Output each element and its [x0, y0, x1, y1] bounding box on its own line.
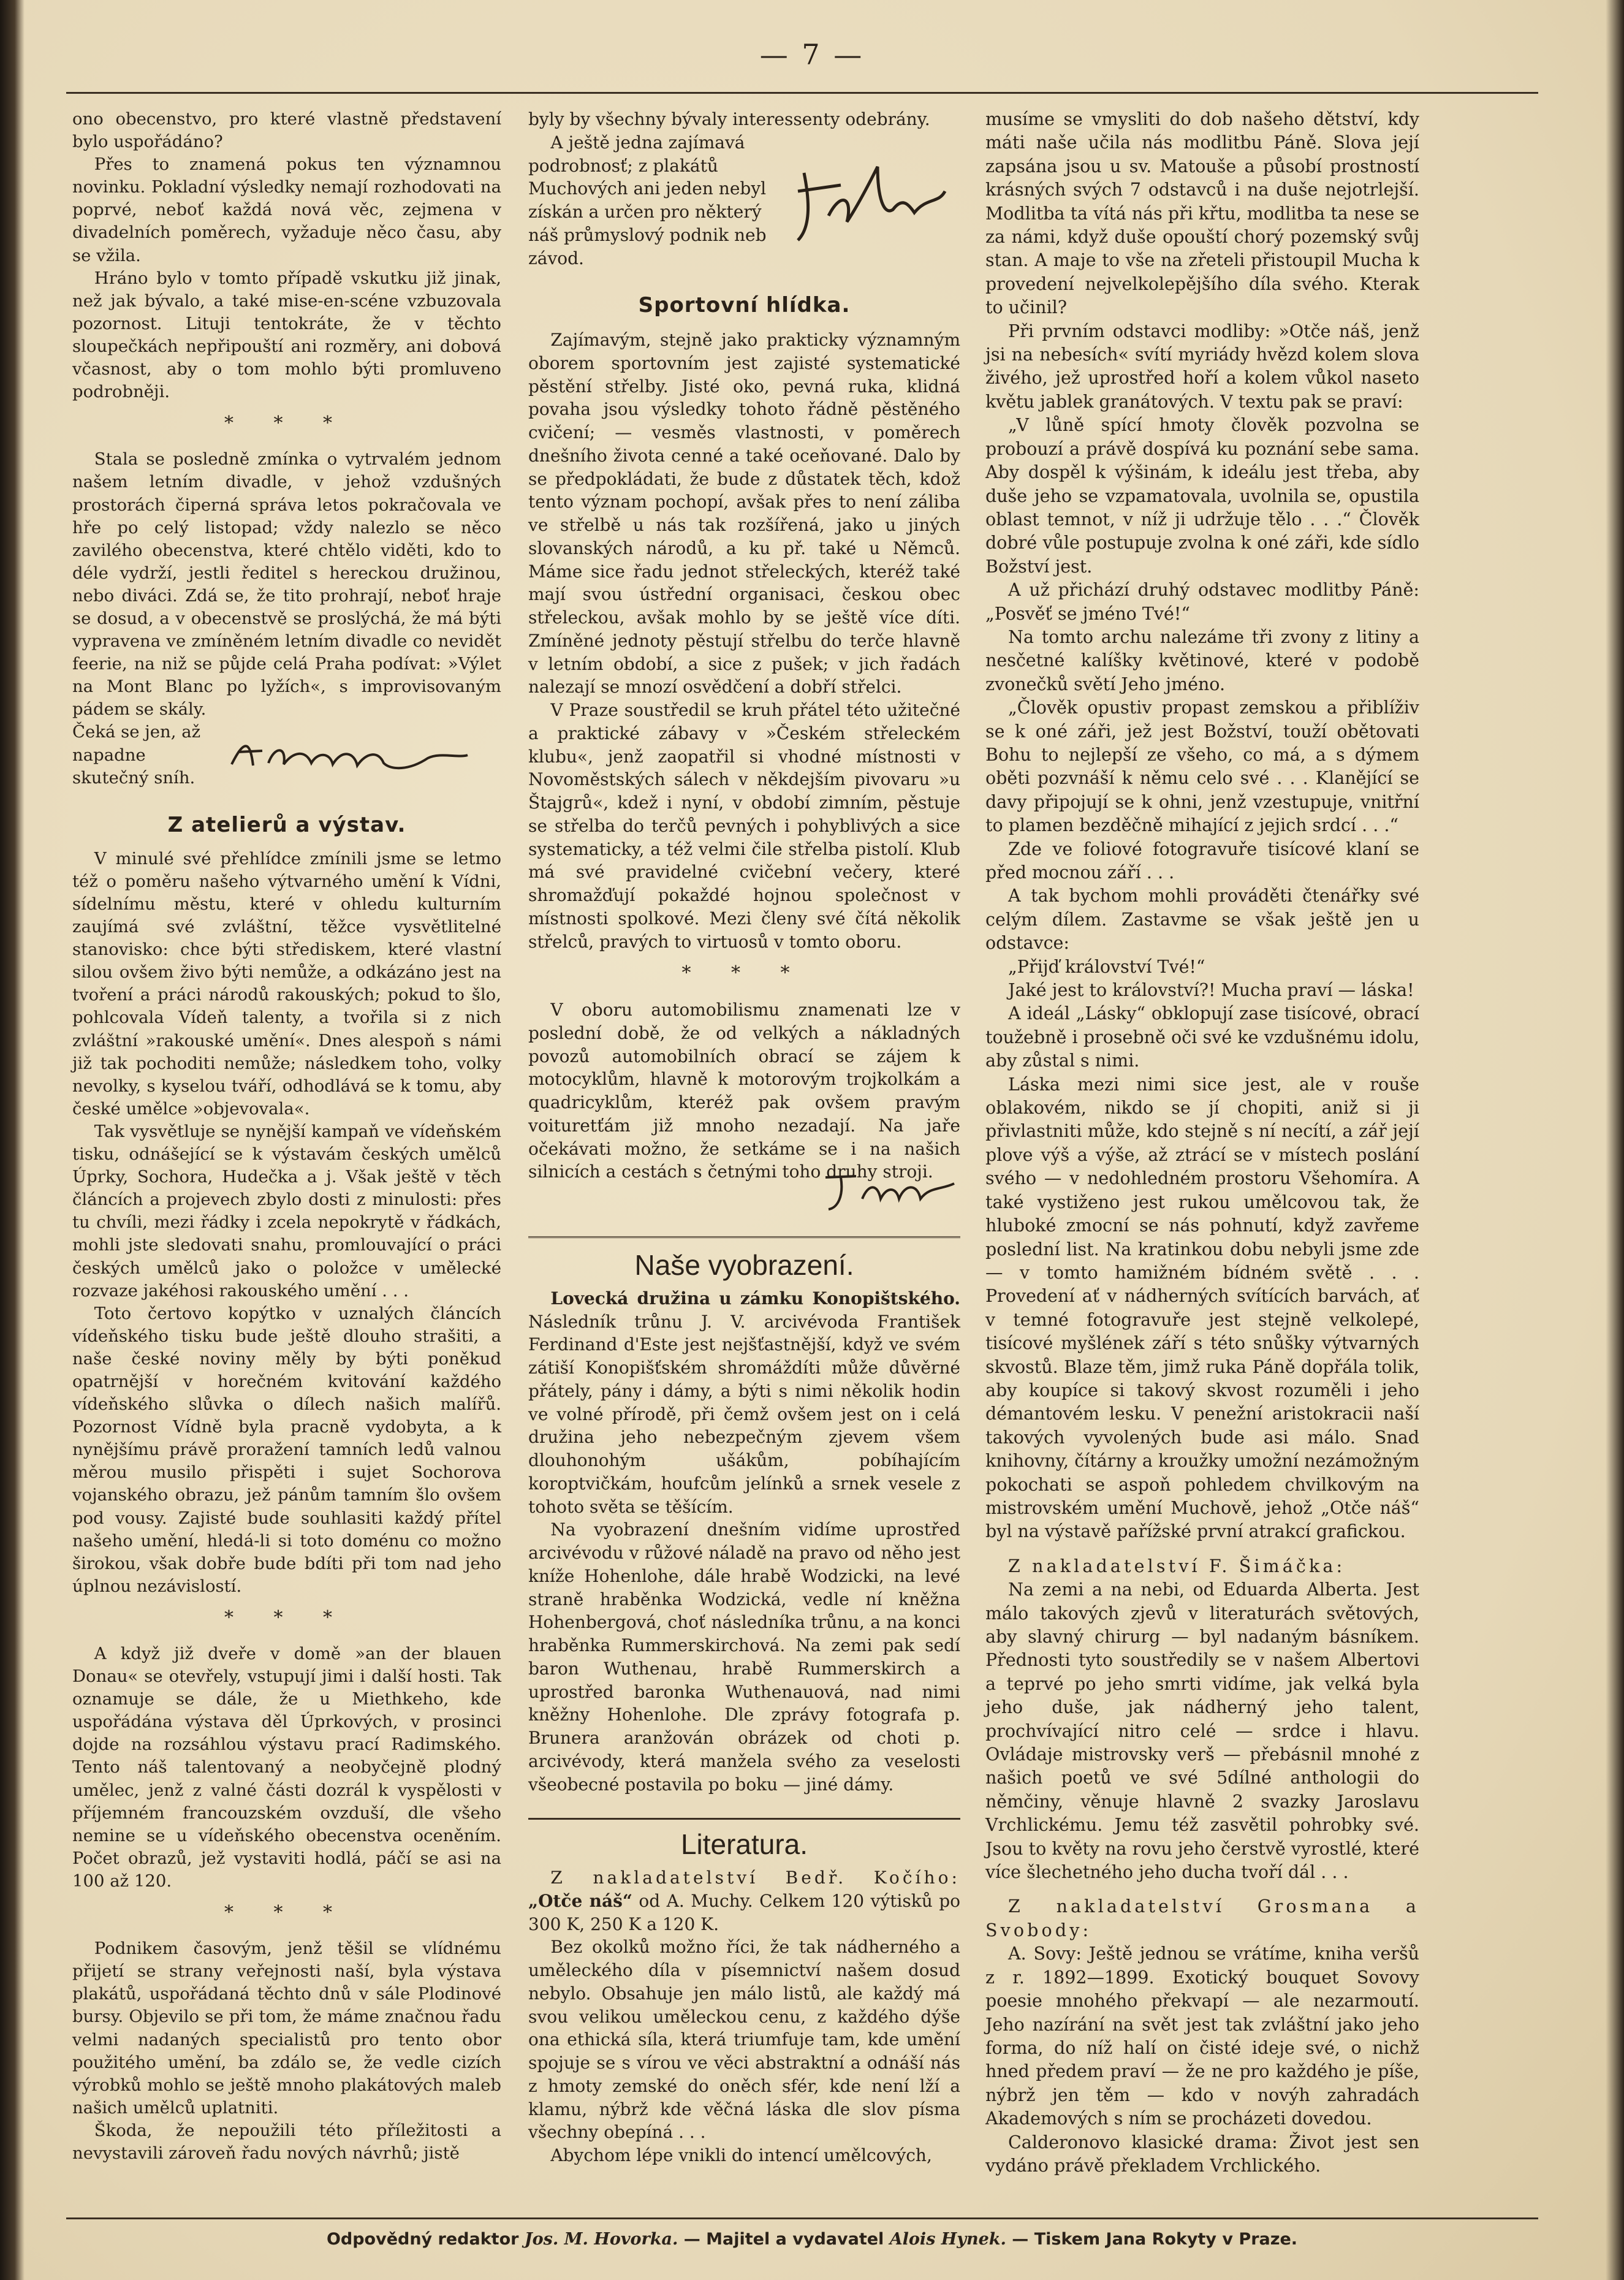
paragraph: A. Sovy: Ještě jednou se vrátíme, kniha veršů z r. 1892—1899. Exotický bouquet Sovovy poesie mnohého překvapí — ale nezarmoutí. Jeho nazírání na svět jest tak zvláštní jako jeho forma, do níž halí on čisté ideje své, o nichž hned předem praví — že ne pro každého je píše, nýbrž jen těm — kdo v novýh zahradách Akademových s ním se procházeti dovedou. [985, 1944, 1419, 2129]
header-rule [66, 92, 1538, 94]
paragraph: Zajímavým, stejně jako prakticky významným oborem sportovním jest zajisté systematické pěstění střelby. Jisté oko, pevná ruka, klidná povaha jsou výsledky tohoto řádně pěstěného cvičení; — vesměs vlastnosti, v poměrech dnešního života cenné a také oceňované. Dalo by se předpokládati, že bude z důstatek těch, kdož tento význam pochopí, avšak přes to není záliba ve střelbě u nás tak rozšířená, jako u jiných slovanských národů, a ku př. také u Němců. Máme sice řadu jednot střeleckých, kteréž také mají svou ústřední organisaci, českou obec střeleckou, avšak mohlo by se ještě více díti. Zmíněné jednoty pěstují střelbu do terče hlavně v letním období, a sice z pušek; v jich řadách nalezají se mnozí osvědčení a dobří střelci. [528, 330, 960, 697]
paragraph: Tak vysvětluje se nynější kampaň ve vídeňském tisku, odnášející se k výstavám českých umělců Úprky, Sochora, Hudečka a j. Však ještě v těch článcích a projevech zbylo dosti z minulosti: přes tu chvíli, mezi řádky i zcela nepokrytě v řádkách, mohli jste sledovati snahu, promlouvající o práci českých umělců jako o položce v umělecké rozvaze jakéhosi rakouského umění . . . [72, 1121, 501, 1301]
book-details: od A. Muchy. Celkem 120 výtisků po 300 K, 250 K a 120 K. [528, 1890, 960, 1934]
section-stars: * * * [224, 1902, 350, 1924]
paragraph: Na vyobrazení dnešním vidíme uprostřed arcivévodu v růžové náladě na pravo od něho jest kníže Hohenlohe, dále hrabě Wodzicki, na levé straně hraběnka Wodzická, vedle ní kněžna Hohenbergová, choť následníka trůnu, a na konci hraběnka Rummerskirchová. Na zemi pak sedí baron Wuthenau, hrabě Rummerskirch a uprostřed baronka Wuthenauová, nad nimi kněžny Hohenlohe. Dle zprávy fotografa p. Brunera aranžován obrázek od choti p. arcivévody, která manžela svého za veselosti všeobecné postavila po boku — jiné dámy. [528, 1519, 960, 1795]
paragraph: Calderonovo klasické drama: Život jest sen vydáno právě překladem Vrchlického. [985, 2132, 1419, 2176]
column-3 [985, 108, 1419, 2178]
footer-rule [66, 2217, 1538, 2219]
page-number: — 7 — [759, 38, 865, 71]
paragraph: A ideál „Lásky“ obklopují zase tisícové, obrací toužebně i prosebně oči své ke vzdušnému idolu, aby zůstal s nimi. [985, 1003, 1419, 1071]
section-stars: * * * [224, 1606, 350, 1628]
footer-text: — Tiskem Jana Rokyty v Praze. [1006, 2230, 1298, 2249]
signature-kazimir [226, 728, 471, 783]
paragraph: Škoda, že nepoužili této příležitosti a nevystavili zároveň řadu nových návrhů; jistě [72, 2120, 501, 2163]
divider [528, 1236, 960, 1241]
section-heading-literatura: Literatura. [680, 1828, 808, 1861]
footer-text: — Majitel a vydavatel [678, 2230, 890, 2249]
paragraph [528, 1287, 960, 1519]
paragraph: musíme se vmysliti do dob našeho dětství, kdy máti naše učila nás modlitbu Páně. Slova její zapsána jsou u sv. Matouše a působí prostností krásných svých 7 odstavců i na duše nejotrlejší. Modlitba ta vítá nás při křtu, modlitba ta nese se za námi, když duše opouští chorý pozemský svůj stan. A maje to vše na zřeteli přistoupil Mucha k provedení nejvelkolepějšího díla svého. Kterak to učinil? [985, 109, 1419, 318]
paragraph: Podnikem časovým, jenž těšil se vlídnému přijetí se strany veřejnosti naší, byla výstava plakátů, uspořádaná těchto dnů v sále Plodinové bursy. Objevilo se při tom, že máme značnou řadu velmi nadaných specialistů pro tento obor použitého umění, ba zdálo se, že vedle cizích výrobků mohlo se ještě mnoho plakátových maleb našich umělců uplatniti. [72, 1939, 501, 2118]
section-heading-sport: Sportovní hlídka. [638, 293, 851, 318]
paragraph [528, 1866, 960, 1936]
paragraph: V oboru automobilismu znamenati lze v poslední době, že od velkých a nákladných povozů automobilních obrací se zájem k motocyklům, hlavně k motorovým trojkolkám a quadricyklům, kteréž pak ovšem pravým voituretťám již mnoho nezadají. Na jaře očekávati možno, že setkáme se i na našich silnicích a cestách s četnými toho druhy stroji. [528, 1000, 960, 1182]
paragraph: „Přijď království Tvé!“ [1008, 956, 1205, 977]
divider [528, 1818, 960, 1820]
section-stars: * * * [681, 962, 807, 984]
column-2 [528, 108, 960, 2167]
editor-name: Jos. M. Hovorka. [524, 2230, 678, 2249]
paragraph: V Praze soustředil se kruh přátel této užitečné a praktické zábavy v »Českém střeleckém klubu«, jenž zaopatřil si vhodné místnosti v Novoměstských sálech v někdejším pivovaru »u Štajgrů«, kdež i nyní, v období zimním, pěstuje se střelba do terčů pevných i pohyblivých a sice systematicky, a též velmi čile střelba pistolí. Klub má své pravidelné cvičební večery, které shromažďují pokaždé hojnou společnost v místnosti spolkové. Mezi členy své čítá několik střelců, pravých to virtuosů v tomto oboru. [528, 700, 960, 952]
paragraph: A tak bychom mohli prováděti čtenářky své celým dílem. Zastavme se však ještě jen u odstavce: [985, 886, 1419, 954]
publisher-line: Z nakladatelství F. Šimáčka: [1008, 1556, 1346, 1576]
binding-edge [0, 0, 25, 2280]
book-title: „Otče náš“ [528, 1890, 632, 1911]
paragraph: A když již dveře v domě »an der blauen Donau« se otevřely, vstupují jimi i další hosti. Tak oznamuje se dále, že u Miethkeho, kde uspořádána výstava děl Úprkových, v prosinci dojde na rozsáhlou výstavu prací Radimského. Tento náš talentovaný a neobyčejně plodný umělec, jenž z valné části dozrál k vyspělosti v příjemném francouzském ovzduší, dle všeho nemine se u vídeňského obecenstva oceněním. Počet obrazů, jež vystaviti hodlá, páčí se asi na 100 až 120. [72, 1644, 501, 1891]
signature-row [72, 721, 501, 789]
imprint-footer [0, 2230, 1624, 2249]
paragraph: Zde ve foliové fotogravuře tisícové klaní se před mocnou září . . . [985, 838, 1419, 883]
paragraph: Toto čertovo kopýtko v uznalých článcích vídeňského tisku bude ještě dlouho strašiti, a naše české noviny měly by býti poněkud opatrnější v horečném kvitování každého vídeňského slůvka o dílech našich malířů. Pozornost Vídně byla pracně vydobyta, a k nynějšímu právě proražení tamních ledů valnou měrou musilo přispěti i sujet Sochorova vojanského obrazu, jež pánům tamním šlo ovšem pod vousy. Zajisté bude souhlasiti každý přítel našeho umění, hledá-li si toto doménu co možno širokou, však dobře bude bdíti při tom nad jeho úplnou nezávislostí. [72, 1303, 501, 1596]
paragraph: Čeká se jen, až napadne skutečný sníh. [72, 722, 201, 788]
paragraph: Při prvním odstavci modliby: »Otče náš, jenž jsi na nebesích« svítí myriády hvězd kolem slova živého, jež uprostřed hoří a kolem vůkol naseto květu jablek granátových. V textu pak se praví: [985, 321, 1419, 412]
lead-title: Lovecká družina u zámku Konopištského. [550, 1288, 960, 1309]
paragraph: Abychom lépe vnikli do intencí umělcových, [550, 2145, 932, 2165]
paragraph: „Člověk opustiv propast zemskou a přiblíživ se k oné záři, jež jest Božství, touží obětovati Bohu to nejlepší ze všeho, co má, a s dýmem oběti pozvnáší k němu celo své . . . Klanějící se davy připojují se k ohni, jenž vzestupuje, vnitřní to plamen bezděčně mihající z jejich srdcí . . .“ [985, 697, 1419, 836]
lead-text: Následník trůnu J. V. arcivévoda František Ferdinand d'Este jest nejšťastnější, když ve svém zátiší Konopišťském shromáždíti může důvěrné přátely, pány i dámy, a býti s nimi několik hodin ve volné přírodě, při čemž ovšem jest on i celá družina jeho nebezpečným zjevem všem dlouhonohým ušákům, pobíhajícím koroptvičkám, houfcům jelínků a srnek vesele z tohoto světa se těšícím. [528, 1311, 960, 1517]
page-edge [1606, 0, 1624, 2280]
paragraph: Hráno bylo v tomto případě vskutku již jinak, než jak bývalo, a také mise-en-scéne vzbuzovala pozornost. Lituji tentokráte, že v těchto sloupečkách nepřipouští ani rozměry, ani dobová včasnost, aby o tom mohlo býti promluveno podrobněji. [72, 268, 501, 402]
section-stars: * * * [224, 412, 350, 435]
signature-hnatek [819, 1165, 960, 1214]
publisher-name: Z nakladatelství Bedř. Kočího: [550, 1868, 960, 1888]
paragraph: „V lůně spící hmoty člověk pozvolna se probouzí a právě dospívá ku poznání sebe sama. Aby dospěl k výšinám, k ideálu jest třeba, aby duše jeho se vzpamatovala, uvolnila se, opustila oblast temnot, v níž ji udržuje tělo . . .“ Člověk dobré vůle postupuje zvolna k oné záři, kde sídlo Božství jest. [985, 415, 1419, 577]
section-heading-vyobrazeni: Naše vyobrazení. [634, 1249, 854, 1281]
column-1 [72, 108, 501, 2165]
paragraph: byly by všechny bývaly interessenty odebrány. [528, 109, 930, 129]
section-heading-ateliers: Z atelierů a výstav. [167, 812, 406, 837]
paragraph: Přes to znamená pokus ten významnou novinku. Pokladní výsledky nemají rozhodovati na poprvé, neboť každá nová věc, zejmena v divadelních poměrech, vyžaduje něco času, aby se vžila. [72, 154, 501, 265]
paragraph: Láska mezi nimi sice jest, ale v rouše oblakovém, nikdo se jí chopiti, aniž si ji přivlastniti může, kdo stejně s ní necítí, a zář její plove výš a výše, až ztrácí se v místech poslání svého — v nedohledném prostoru Všehomíra. A také vystiženo jest rukou umělcovou tak, že hluboké zmocní se nás pohnutí, když zavřeme poslední list. Na kratinkou dobu nebyli jsme zde — v tomto hamižném bídném světě . . . Provedení ať v nádherných svítících barvách, ať v temné fotogravuře jest stejně velkolepé, tisícové myšlének září s této snůšky výtvarných skvostů. Blaze těm, jimž ruka Páně dopřála tolik, aby koupíce si takový skvost rozuměli i jeho démantovém lesku. V penežní aristokracii naší takových vyvolených bude asi málo. Snad knihovny, čítárny a kroužky umožní nezámožným pokochati se aspoň pohledem chvilkovým na mistrovském umění Muchově, jehož „Otče náš“ byl na výstavě pařížské první atrakcí grafickou. [985, 1074, 1419, 1542]
publisher-name: Alois Hynek. [889, 2230, 1006, 2249]
paragraph: ono obecenstvo, pro které vlastně představení bylo uspořádáno? [72, 109, 501, 152]
signature-row [528, 131, 960, 270]
paragraph: V minulé své přehlídce zmínili jsme se letmo též o poměru našeho výtvarného umění k Vídni, sídelnímu městu, které v ohledu kulturním zaujímá své zvláštní, těžce vysvětlitelné stanovisko: chce býti střediskem, které vlastní silou ovšem živo býti nemůže, a odkázáno jest na tvoření a práci národů rakouských; pokud to šlo, pohlcovala Vídeň talenty, a tvořila si z nich zvláštní »rakouské umění«. Dnes alespoň s námi již tak pochoditi nemůže; následkem toho, volky nevolky, s kyselou tváří, odhodlává se k tomu, aby české umělce »objevovala«. [72, 848, 501, 1119]
footer-text: Odpovědný redaktor [326, 2230, 525, 2249]
paragraph: Na tomto archu nalezáme tři zvony z litiny a nesčetné kalíšky květinové, které v podobě zvonečků světí Jeho jméno. [985, 626, 1419, 694]
paragraph: Jaké jest to království?! Mucha praví — láska! [1008, 980, 1414, 1001]
signature-bohac [786, 154, 951, 246]
paragraph: Na zemi a na nebi, od Eduarda Alberta. Jest málo takových zjevů v literaturách světových, aby slavný chirurg — byl nadaným básníkem. Přednosti tyto soustředily se v našem Albertovi a teprvé po jeho smrti vidíme, jak velká byla jeho duše, jak nádherný jeho talent, prochvívající nitro celé — srdce i hlavu. Ovládaje mistrovsky verš — přebásnil mnohé z našich poetů ve své 5dílné anthologii do němčiny, věnuje hlavně 2 svazky Jaroslavu Vrchlickému. Jemu též zasvětil pohrobky své. Jsou to květy na rovu jeho čerstvě vyrostlé, které více šlechetného jeho ducha tvoří dál . . . [985, 1579, 1419, 1883]
publisher-line: Z nakladatelství Grosmana a Svobody: [985, 1896, 1419, 1940]
paragraph: A ještě jedna zajímavá podrobnosť; z plakátů Muchových ani jeden nebyl získán a určen pro některý náš průmyslový podnik neb závod. [528, 132, 767, 268]
paragraph: Bez okolků možno říci, že tak nádherného a uměleckého díla v písemnictví našem dosud nebylo. Obsahuje jen málo listů, ale každý má svou velikou uměleckou cenu, z každého dýše ona ethická síla, která triumfuje tam, kde umění spojuje se s vírou ve věci abstraktní a odnáší nás z hmoty zemské do oněch sfér, kde není lží a klamu, nýbrž kde věčná láska dle slov písma všechny obepíná . . . [528, 1937, 960, 2143]
paragraph: A už přichází druhý odstavec modlitby Páně: „Posvěť se jméno Tvé!“ [985, 580, 1419, 624]
paragraph: Stala se posledně zmínka o vytrvalém jednom našem letním divadle, v jehož vzdušných prostorách čiperná správa letos pokračovala ve hře po celý listopad; vždy nalezlo se něco zavilého obecenstva, které chtělo viděti, kdo to déle vydrží, jestli ředitel s hereckou družinou, nebo diváci. Zdá se, že tito prohrají, neboť hraje se dosud, a v obecenstvě se proslýchá, že má býti vypravena ve zmíněném letním divadle co nevidět feerie, na niž se půjde celá Praha podívat: »Výlet na Mont Blanc po lyžích«, s improvisovaným pádem se skály. [72, 449, 501, 720]
